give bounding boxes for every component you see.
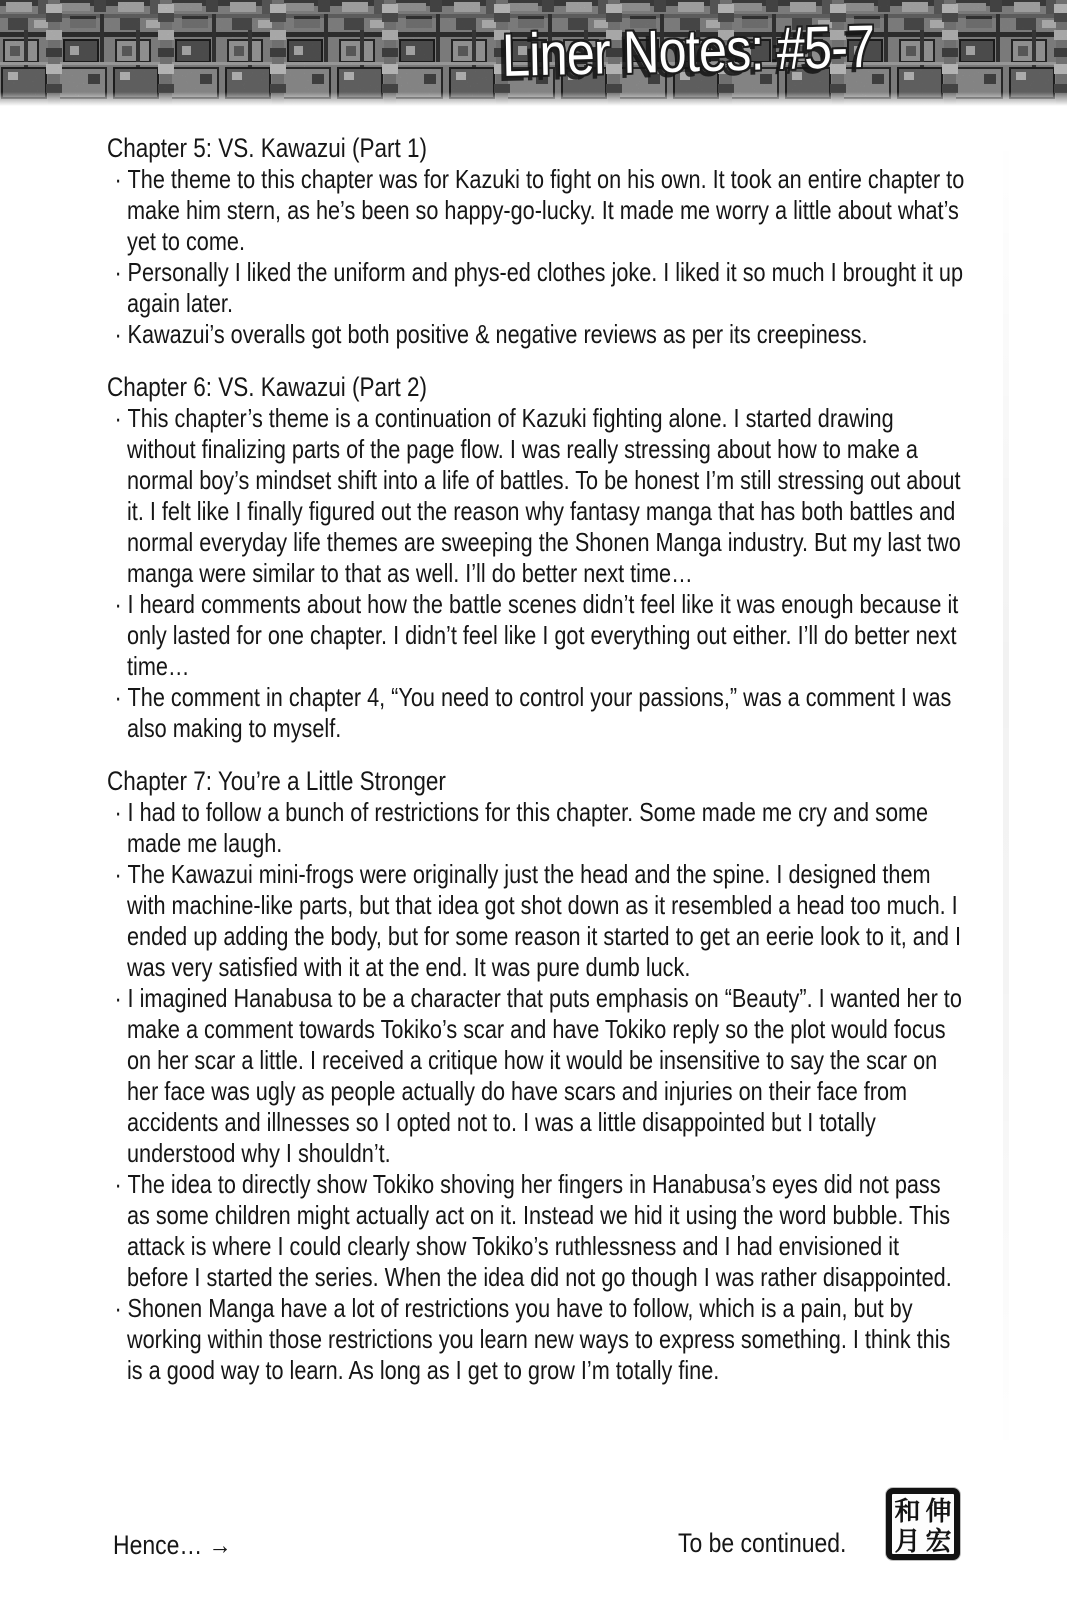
- bullet-dot: ·: [114, 319, 122, 349]
- list-item: [107, 403, 965, 589]
- list-item: [107, 682, 965, 744]
- bullet-text: Kawazui’s overalls got both positive & negative reviews as per its creepiness.: [127, 319, 868, 349]
- bullet-text: I had to follow a bunch of restrictions for this chapter. Some made me cry and some made me laugh.: [126, 797, 929, 858]
- chapter-6-heading: Chapter 6: VS. Kawazui (Part 2): [107, 372, 428, 402]
- section-chapter-6: [107, 372, 965, 744]
- bullet-text: I heard comments about how the battle scenes didn’t feel like it was enough because it only lasted for one chapter. I didn’t feel like I got everything out either. I’ll do better next time…: [126, 589, 959, 681]
- bullet-dot: ·: [114, 257, 122, 287]
- bullet-dot: ·: [114, 797, 122, 827]
- list-item: [107, 589, 965, 682]
- chapter-7-heading: Chapter 7: You’re a Little Stronger: [107, 766, 446, 796]
- seal-character: 和: [894, 1496, 921, 1524]
- bullet-text: Personally I liked the uniform and phys-ed clothes joke. I liked it so much I brought it up again later.: [126, 257, 964, 318]
- chapter-5-heading: Chapter 5: VS. Kawazui (Part 1): [107, 133, 428, 163]
- bullet-dot: ·: [114, 1169, 122, 1199]
- liner-notes-content: [107, 133, 965, 1386]
- bullet-text: The idea to directly show Tokiko shoving her fingers in Hanabusa’s eyes did not pass as some children might actually act on it. Instead we hid it using the word bubble. This attack is where I could clearly show Tokiko’s ruthlessness and I had envisioned it before I started the series. When the idea did not go though I was rather disappointed.: [126, 1169, 952, 1292]
- bullet-dot: ·: [114, 682, 122, 712]
- list-item: [107, 1293, 965, 1386]
- bullet-dot: ·: [114, 983, 122, 1013]
- header-band: [0, 0, 1067, 106]
- seal-character: 月: [894, 1526, 921, 1554]
- bullet-text: Shonen Manga have a lot of restrictions you have to follow, which is a pain, but by working within those restrictions you learn new ways to express something. I think this is a good way to learn. As long as I get to grow I’m totally fine.: [126, 1293, 951, 1385]
- bullet-text: I imagined Hanabusa to be a character that puts emphasis on “Beauty”. I wanted her to make a comment towards Tokiko’s scar and have Tokiko reply so the plot would focus on her scar a little. I received a critique how it would be insensitive to say the scar on her face was ugly as people actually do have scars and injuries on their face from accidents and illnesses so I opted not to. I was a little disappointed but I totally understood why I shouldn’t.: [126, 983, 962, 1168]
- bullet-dot: ·: [114, 859, 122, 889]
- artist-seal: [886, 1488, 960, 1560]
- bullet-dot: ·: [114, 589, 122, 619]
- list-item: [107, 257, 965, 319]
- bullet-text: The Kawazui mini-frogs were originally just the head and the spine. I designed them with machine-like parts, but that idea got shot down as it resembled a head too much. I ended up adding the body, but for some reason it started to get an eerie look to it, and I was very satisfied with it at the end. It was pure dumb luck.: [126, 859, 961, 982]
- section-chapter-7: [107, 766, 965, 1386]
- bullet-text: The comment in chapter 4, “You need to control your passions,” was a comment I was also making to myself.: [126, 682, 952, 743]
- list-item: [107, 164, 965, 257]
- bullet-dot: ·: [114, 164, 122, 194]
- list-item: [107, 859, 965, 983]
- page-title: Liner Notes: #5-7: [501, 12, 875, 89]
- footer-hence-label: Hence… →: [113, 1530, 232, 1560]
- bullet-text: The theme to this chapter was for Kazuki to fight on his own. It took an entire chapter to make him stern, as he’s been so happy-go-lucky. It made me worry a little about what’s yet to come.: [126, 164, 965, 256]
- bullet-dot: ·: [114, 403, 122, 433]
- list-item: [107, 797, 965, 859]
- seal-character: 宏: [925, 1526, 952, 1554]
- list-item: [107, 1169, 965, 1293]
- seal-character: 伸: [925, 1496, 952, 1524]
- bullet-dot: ·: [114, 1293, 122, 1323]
- scan-artifact: [1003, 130, 1009, 1460]
- footer-to-be-continued: To be continued.: [678, 1528, 847, 1558]
- list-item: [107, 319, 965, 350]
- section-chapter-5: [107, 133, 965, 350]
- list-item: [107, 983, 965, 1169]
- bullet-text: This chapter’s theme is a continuation of Kazuki fighting alone. I started drawing without finalizing parts of the page flow. I was really stressing about how to make a normal boy’s mindset shift into a life of battles. To be honest I’m still stressing out about it. I felt like I finally figured out the reason why fantasy manga that has both battles and normal everyday life themes are sweeping the Shonen Manga industry. But my last two manga were similar to that as well. I’ll do better next time…: [126, 403, 961, 588]
